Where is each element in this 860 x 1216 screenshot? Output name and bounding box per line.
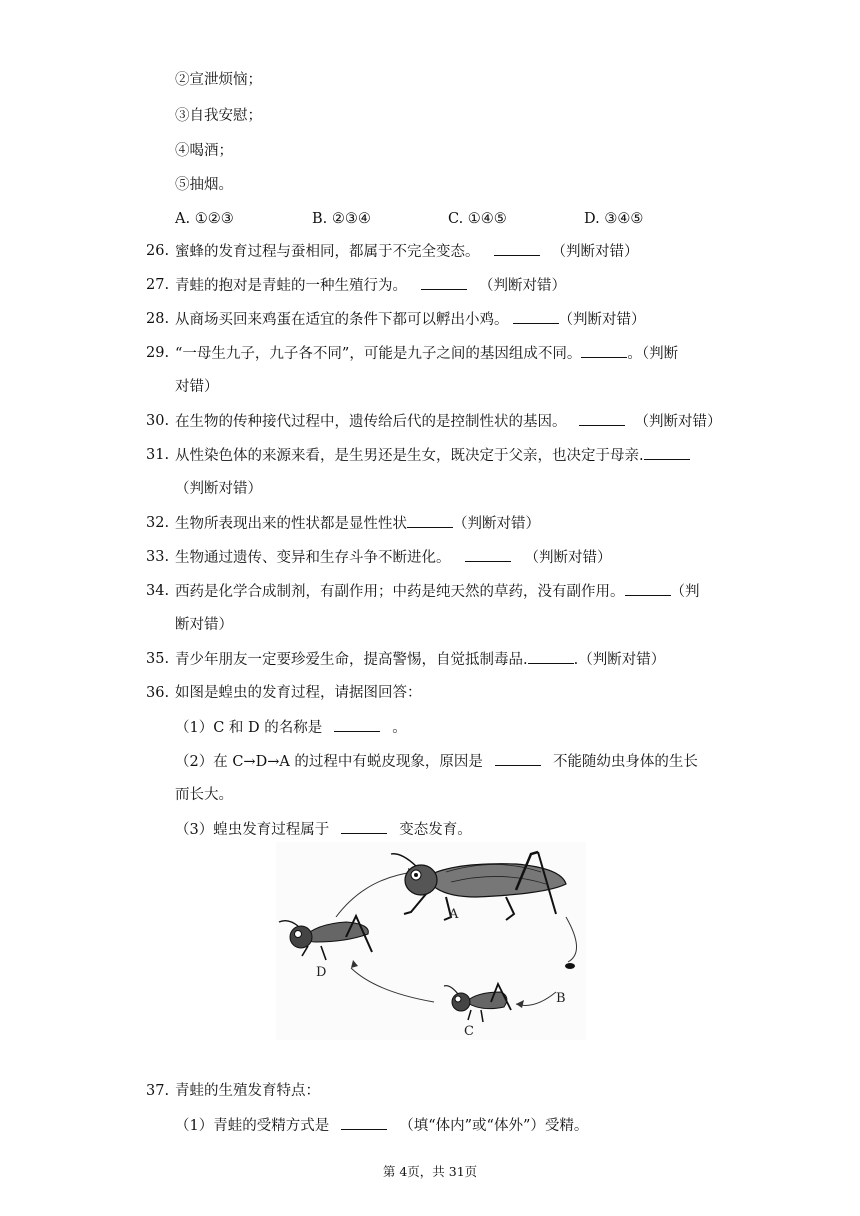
question-number: 29.	[146, 345, 170, 361]
answer-blank[interactable]	[644, 445, 690, 460]
page-footer: 第 4页，共 31页	[382, 1164, 478, 1179]
question-text: “一母生九子，九子各不同”，可能是九子之间的基因组成不同。	[175, 346, 582, 362]
choice-a: A. ①②③	[175, 211, 234, 227]
question-32	[175, 513, 540, 534]
answer-blank[interactable]	[579, 411, 625, 426]
question-35	[175, 649, 665, 670]
question-30	[175, 411, 722, 432]
question-36-part-3: （3）蝗虫发育过程属于 变态发育。	[175, 819, 472, 840]
egg-b	[565, 963, 575, 969]
question-number: 34.	[146, 583, 170, 599]
question-29	[175, 343, 678, 364]
choice-c: C. ①④⑤	[448, 211, 507, 227]
question-text: 青少年朋友一定要珍爱生命，提高警惕，自觉抵制毒品.	[175, 652, 528, 668]
option-item-4: ④喝酒；	[175, 143, 233, 159]
question-text: 青蛙的抱对是青蛙的一种生殖行为。	[175, 278, 407, 294]
question-text: 生物所表现出来的性状都是显性性状	[175, 516, 407, 532]
answer-blank[interactable]	[495, 751, 541, 766]
locust-development-figure	[276, 842, 586, 1040]
question-suffix: （判断对错）	[453, 516, 540, 532]
question-continuation: （判断对错）	[175, 481, 262, 497]
choice-b: B. ②③④	[312, 211, 371, 227]
answer-blank[interactable]	[513, 309, 559, 324]
answer-blank[interactable]	[494, 241, 540, 256]
answer-blank[interactable]	[341, 819, 387, 834]
question-31	[175, 445, 690, 466]
answer-blank[interactable]	[341, 1115, 387, 1130]
option-item-2: ②宣泄烦恼；	[175, 72, 262, 88]
question-number: 36.	[146, 685, 170, 701]
question-suffix: （判断对错）	[479, 278, 566, 294]
answer-blank[interactable]	[407, 513, 453, 528]
question-suffix: （判断对错）	[558, 312, 646, 328]
question-number: 33.	[146, 549, 170, 565]
answer-blank[interactable]	[334, 717, 380, 732]
question-text: 蜜蜂的发育过程与蚕相同，都属于不完全变态。	[175, 244, 480, 260]
question-26	[175, 241, 639, 262]
question-suffix: （判断对错）	[551, 244, 639, 260]
question-text: 从商场买回来鸡蛋在适宜的条件下都可以孵出小鸡。	[175, 312, 509, 328]
question-36-stem: 如图是蝗虫的发育过程，请据图回答：	[175, 685, 422, 701]
question-suffix: .（判断对错）	[573, 652, 666, 668]
question-36-part-2: （2）在 C→D→A 的过程中有蜕皮现象，原因是 不能随幼虫身体的生长	[175, 751, 698, 772]
question-number: 31.	[146, 447, 170, 463]
question-suffix: （判	[670, 584, 700, 600]
question-27	[175, 275, 566, 296]
label-d: D	[316, 965, 327, 980]
question-text: 西药是化学合成制剂，有副作用；中药是纯天然的草药，没有副作用。	[175, 584, 625, 600]
question-36-part-1: （1）C 和 D 的名称是 。	[175, 717, 407, 738]
question-suffix: （判断对错）	[524, 550, 612, 566]
question-number: 35.	[146, 651, 170, 667]
option-item-3: ③自我安慰；	[175, 108, 262, 124]
question-text: 生物通过遗传、变异和生存斗争不断进化。	[175, 550, 451, 566]
question-37-part-1: （1）青蛙的受精方式是 （填“体内”或“体外”）受精。	[175, 1115, 588, 1136]
question-28	[175, 309, 646, 330]
question-number: 26.	[146, 243, 170, 259]
question-number: 30.	[146, 413, 170, 429]
answer-blank[interactable]	[421, 275, 467, 290]
answer-blank[interactable]	[528, 649, 574, 664]
label-c: C	[464, 1024, 474, 1039]
answer-blank[interactable]	[581, 343, 627, 358]
question-33	[175, 547, 612, 568]
question-37-stem: 青蛙的生殖发育特点：	[175, 1083, 320, 1099]
label-b: B	[556, 991, 566, 1006]
question-continuation: 断对错）	[175, 617, 233, 633]
option-item-5: ⑤抽烟。	[175, 177, 233, 193]
question-number: 32.	[146, 515, 170, 531]
question-text: 从性染色体的来源来看，是生男还是生女，既决定于父亲，也决定于母亲.	[175, 448, 644, 464]
answer-blank[interactable]	[465, 547, 511, 562]
question-number: 27.	[146, 277, 170, 293]
question-suffix: （判断对错）	[634, 414, 722, 430]
label-a: A	[449, 907, 459, 922]
question-number: 37.	[146, 1083, 170, 1099]
question-continuation: 而长大。	[175, 787, 233, 803]
question-number: 28.	[146, 311, 170, 327]
question-suffix: 。（判断	[627, 346, 679, 362]
question-34	[175, 581, 700, 602]
choice-d: D. ③④⑤	[584, 211, 644, 227]
answer-blank[interactable]	[625, 581, 671, 596]
question-continuation: 对错）	[175, 379, 219, 395]
question-text: 在生物的传种接代过程中，遗传给后代的是控制性状的基因。	[175, 414, 567, 430]
